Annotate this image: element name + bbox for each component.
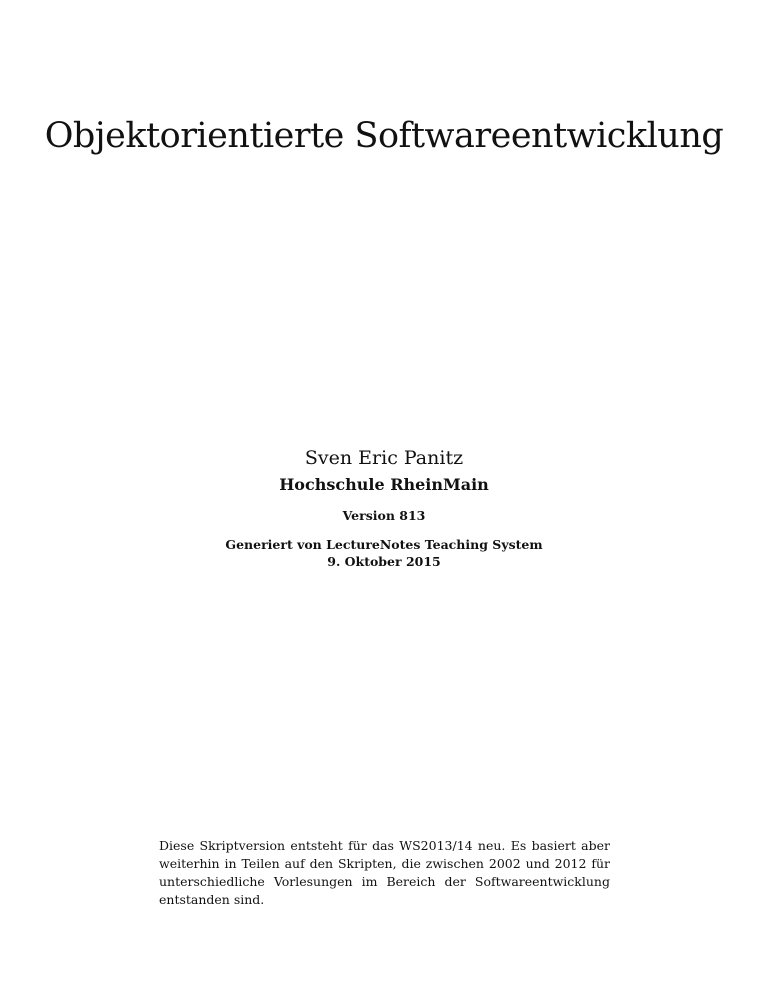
page-title: Objektorientierte Softwareentwicklung bbox=[44, 116, 724, 156]
generator-label: Generiert von LectureNotes Teaching System bbox=[225, 537, 543, 552]
institution-name: Hochschule RheinMain bbox=[279, 475, 489, 494]
version-label: Version 813 bbox=[342, 508, 426, 523]
abstract-text: Diese Skriptversion entsteht für das WS2013/14 neu. Es basiert aber weiterhin in Teilen auf den Skripten, die zwischen 2002 und 2012 für unterschiedliche Vorlesungen im Bereich der Softwareentwicklung entstanden sind. bbox=[159, 838, 610, 907]
author-name: Sven Eric Panitz bbox=[304, 447, 464, 469]
date-label: 9. Oktober 2015 bbox=[327, 554, 441, 569]
